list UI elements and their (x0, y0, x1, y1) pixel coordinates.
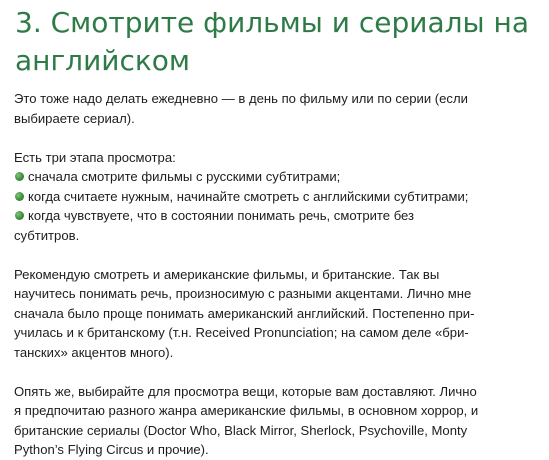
heading-line-2: английском (15, 44, 191, 77)
preference-line-1: Опять же, выбирайте для просмотра вещи, которые вам доставляют. Лично (14, 383, 477, 399)
green-dot-icon (15, 172, 24, 181)
paragraph-spacer (14, 245, 537, 265)
section-heading (14, 0, 533, 80)
recommend-line-1: Рекомендую смотреть и американские фильмы, и британские. Так вы (14, 266, 440, 282)
list-item-text: когда считаете нужным, начинайте смотреть с английскими субтитрами; (28, 188, 469, 204)
recommend-paragraph (14, 265, 537, 363)
recommend-line-4: училась и к британскому (т.н. Received Pronunciation; на самом деле «бри- (14, 325, 469, 340)
recommend-line-2: научитесь понимать речь, произносимую с разными акцентами. Лично мне (14, 286, 472, 301)
paragraph-spacer (14, 128, 537, 148)
list-item (14, 187, 537, 207)
preference-line-4: Python’s Flying Circus и прочие). (14, 442, 209, 457)
stages-title: Есть три этапа просмотра: (14, 149, 176, 165)
preference-line-2: я предпочитаю разного жанра американские фильмы, в основном хоррор, и (14, 403, 479, 418)
green-dot-icon (15, 192, 24, 201)
green-dot-icon (15, 211, 24, 220)
preference-line-3: британские сериалы (Doctor Who, Black Mirror, Sherlock, Psychoville, Monty (14, 422, 468, 438)
intro-line-1: Это тоже надо делать ежедневно — в день по фильму или по серии (если (14, 91, 468, 106)
list-item-text: сначала смотрите фильмы с русскими субтитрами; (28, 169, 341, 184)
recommend-line-3: сначала было проще понимать американский английский. Постепенно при- (14, 305, 475, 321)
list-item-continuation: субтитров. (14, 227, 80, 243)
preference-paragraph (14, 382, 537, 460)
recommend-line-5: танских» акцентов много). (14, 344, 174, 360)
list-item-text: когда чувствуете, что в состоянии понимать речь, смотрите без (28, 208, 415, 223)
paragraph-spacer (14, 362, 537, 382)
list-item (14, 167, 537, 187)
list-item (14, 206, 537, 226)
heading-line-1: 3. Смотрите фильмы и сериалы на (15, 6, 530, 39)
section-body (14, 89, 537, 460)
stages-block (14, 148, 537, 246)
intro-line-2: выбираете сериал). (14, 110, 135, 126)
intro-paragraph (14, 89, 537, 128)
